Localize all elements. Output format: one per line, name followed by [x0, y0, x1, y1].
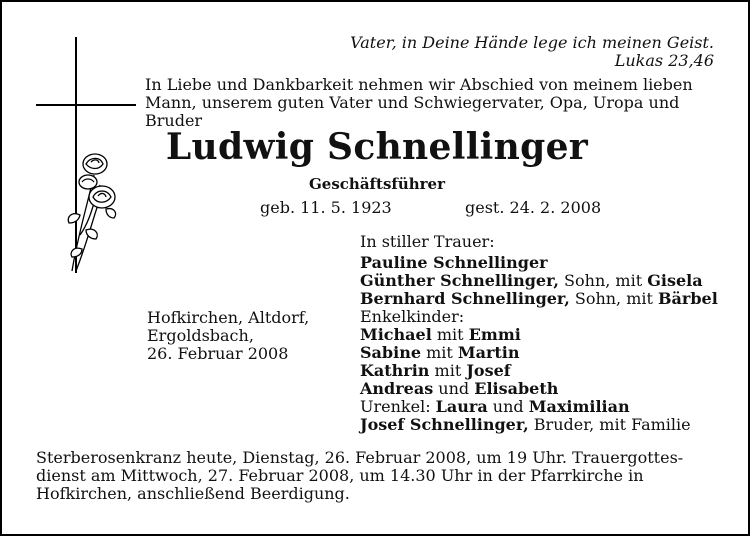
intro-line-3: Bruder [145, 111, 203, 130]
son-1-relation: Sohn, mit [558, 271, 648, 290]
grandchild-4b: Elisabeth [474, 379, 559, 398]
brother-relation: Bruder, mit Familie [528, 415, 691, 434]
place-line-1: Hofkirchen, Altdorf, [147, 308, 310, 327]
grandchild-2b: Martin [457, 343, 520, 362]
son-2-name: Bernhard Schnellinger, [360, 289, 570, 308]
intro-line-2: Mann, unserem guten Vater und Schwiegervater, Opa, Uropa und [145, 93, 680, 112]
grandchild-3b: Josef [466, 361, 511, 380]
great-grandchildren-line [360, 397, 630, 416]
death-date: gest. 24. 2. 2008 [465, 198, 602, 217]
grandchild-line-3 [360, 361, 511, 380]
grandchild-4-conj: und [433, 379, 475, 398]
grandchild-line-2 [360, 343, 520, 362]
grandchild-1b: Emmi [468, 325, 521, 344]
grandchild-1a: Michael [360, 325, 432, 344]
closing-line-3: Hofkirchen, anschließend Beerdigung. [36, 484, 350, 503]
mourner-wife: Pauline Schnellinger [360, 253, 548, 272]
closing-line-1: Sterberosenkranz heute, Dienstag, 26. Februar 2008, um 19 Uhr. Trauergottes- [36, 448, 684, 467]
place-date-line: 26. Februar 2008 [147, 344, 289, 363]
son-2-partner: Bärbel [658, 289, 718, 308]
quote-source: Lukas 23,46 [614, 51, 714, 70]
mourners-intro: In stiller Trauer: [360, 232, 495, 251]
place-line-2: Ergoldsbach, [147, 326, 254, 345]
great-grandchild-a: Laura [435, 397, 488, 416]
great-grandchild-conj: und [487, 397, 529, 416]
grandchild-2a: Sabine [360, 343, 421, 362]
quote-text: Vater, in Deine Hände lege ich meinen Geist. [350, 33, 714, 52]
grandchild-1-conj: mit [431, 325, 469, 344]
grandchild-3a: Kathrin [360, 361, 430, 380]
grandchild-3-conj: mit [429, 361, 467, 380]
grandchild-2-conj: mit [421, 343, 458, 362]
son-1-name: Günther Schnellinger, [360, 271, 559, 290]
grandchildren-label: Enkelkinder: [360, 307, 465, 326]
great-grandchildren-label: Urenkel: [360, 397, 436, 416]
intro-line-1: In Liebe und Dankbarkeit nehmen wir Abschied von meinem lieben [145, 75, 693, 94]
grandchild-line-1 [360, 325, 521, 344]
closing-line-2: dienst am Mittwoch, 27. Februar 2008, um 14.30 Uhr in der Pfarrkirche in [36, 466, 644, 485]
mourner-brother [360, 415, 691, 434]
mourner-son-2 [360, 289, 718, 308]
grandchild-line-4 [360, 379, 558, 398]
great-grandchild-b: Maximilian [528, 397, 630, 416]
brother-name: Josef Schnellinger, [360, 415, 529, 434]
son-2-relation: Sohn, mit [569, 289, 659, 308]
deceased-name: Ludwig Schnellinger [165, 126, 589, 168]
deceased-title: Geschäftsführer [309, 175, 445, 193]
birth-date: geb. 11. 5. 1923 [260, 198, 392, 217]
mourner-son-1 [360, 271, 703, 290]
son-1-partner: Gisela [647, 271, 703, 290]
grandchild-4a: Andreas [360, 379, 434, 398]
